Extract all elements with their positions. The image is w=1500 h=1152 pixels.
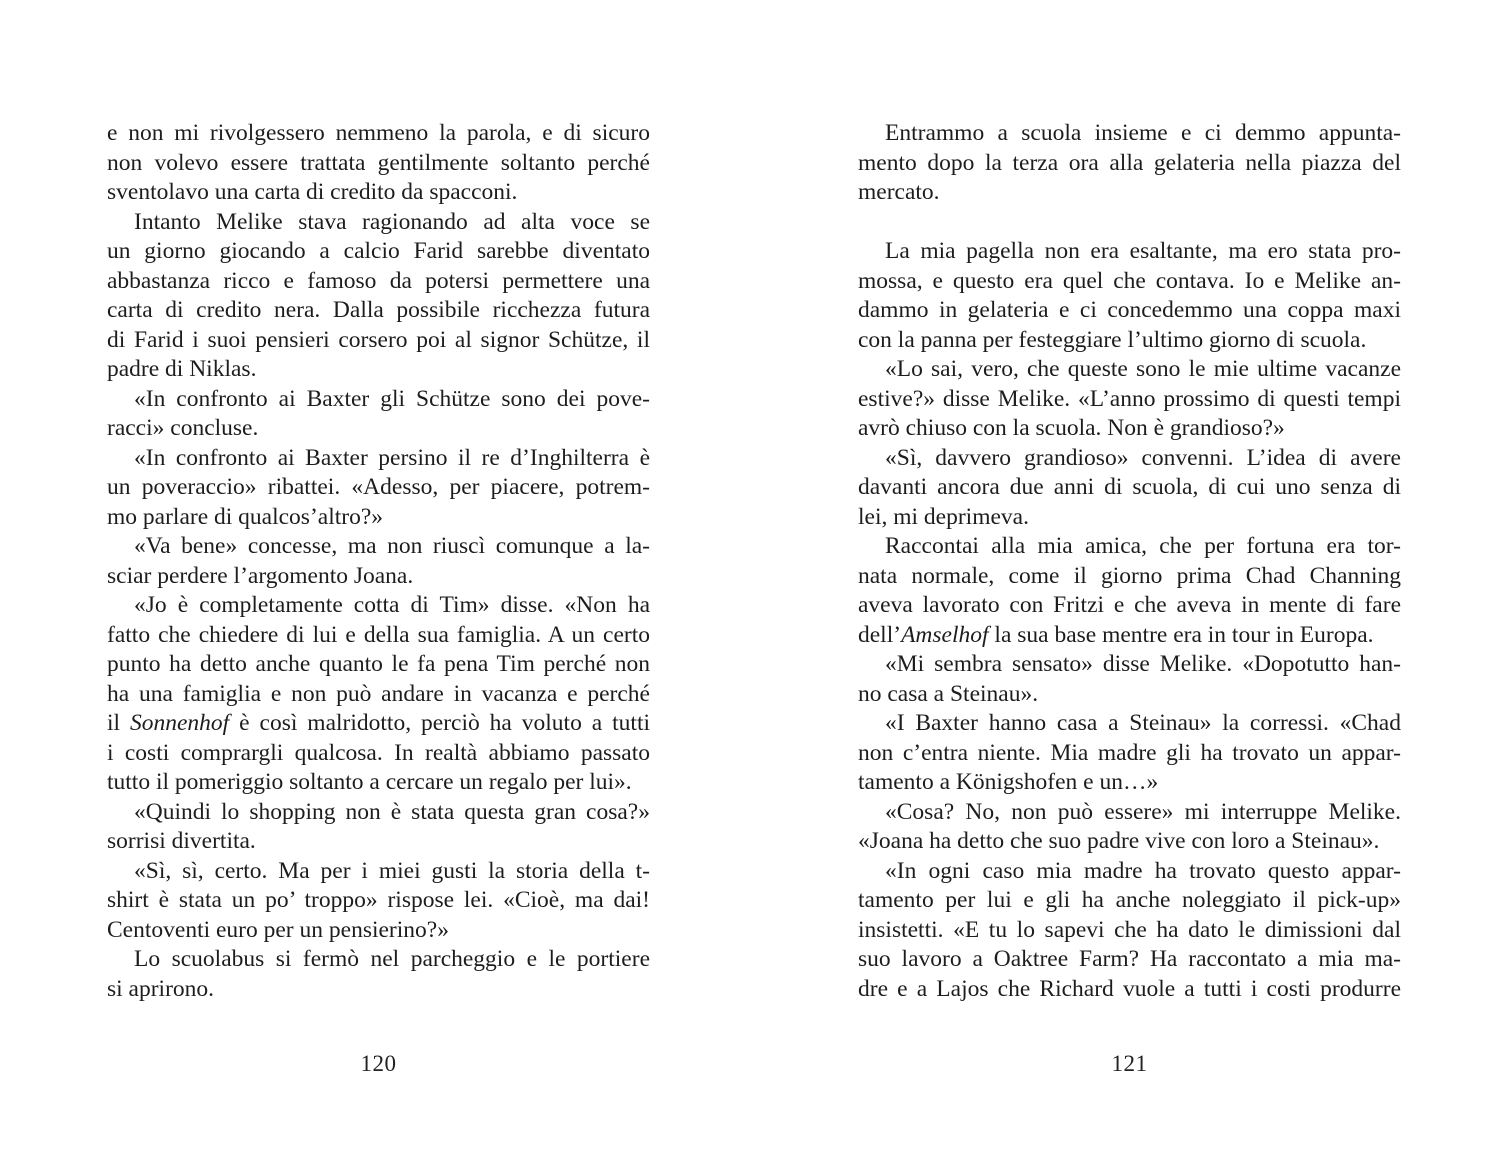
text-line: «Joana ha detto che suo padre vive con loro a Steinau». xyxy=(858,828,1380,854)
text-line: Centoventi euro per un pensierino?» xyxy=(107,916,449,943)
text-line: di Farid i suoi pensieri corsero poi al signor Schütze, il xyxy=(107,326,650,353)
text-line: aveva lavorato con Fritzi e che aveva in mente di fare xyxy=(858,592,1401,618)
paragraph xyxy=(107,119,650,208)
page-left xyxy=(107,119,650,1099)
text-line: insistetti. «E tu lo sapevi che ha dato le dimissioni dal xyxy=(858,916,1401,943)
paragraph xyxy=(858,798,1401,857)
text-line: Intanto Melike stava ragionando ad alta voce se xyxy=(134,208,650,235)
text-line: «Jo è completamente cotta di Tim» disse. «Non ha xyxy=(134,592,650,618)
text-line: sorrisi divertita. xyxy=(107,828,256,854)
text-line: e non mi rivolgessero nemmeno la parola, e di sicuro xyxy=(107,120,650,146)
text-line: padre di Niklas. xyxy=(107,356,257,382)
text-line: «Sì, sì, certo. Ma per i miei gusti la storia della t- xyxy=(134,857,650,884)
text-line: un giorno giocando a calcio Farid sarebbe diventato xyxy=(107,238,650,264)
paragraph xyxy=(858,650,1401,709)
text-line: racci» concluse. xyxy=(107,415,259,441)
text-line: «Sì, davvero grandioso» convenni. L’idea di avere xyxy=(885,444,1401,471)
text-line: sventolavo una carta di credito da spacconi. xyxy=(107,179,518,205)
text-line: nata normale, come il giorno prima Chad Channing xyxy=(858,562,1401,589)
text-line: Lo scuolabus si fermò nel parcheggio e le portiere xyxy=(134,946,650,972)
text-line: mossa, e questo era quel che contava. Io e Melike an- xyxy=(858,267,1401,294)
text-line: tamento per lui e gli ha anche noleggiato il pick-up» xyxy=(858,887,1401,913)
paragraph xyxy=(858,119,1401,208)
text-line: «Lo sai, vero, che queste sono le mie ultime vacanze xyxy=(885,356,1401,382)
text-line: «Va bene» concesse, ma non riuscì comunque a la- xyxy=(134,533,650,559)
paragraph xyxy=(107,798,650,857)
text-line: ha una famiglia e non può andare in vacanza e perché xyxy=(107,680,650,707)
paragraph xyxy=(107,857,650,946)
page-right xyxy=(858,119,1401,1099)
text-line: Raccontai alla mia amica, che per fortuna era tor- xyxy=(885,533,1401,559)
paragraph xyxy=(858,532,1401,650)
paragraph xyxy=(107,444,650,533)
text-line: tamento a Königshofen e un…» xyxy=(858,769,1159,795)
text-line: estive?» disse Melike. «L’anno prossimo di questi tempi xyxy=(858,385,1401,412)
text-line: «Quindi lo shopping non è stata questa gran cosa?» xyxy=(134,798,650,825)
italic-text: Sonnenhof xyxy=(130,710,230,736)
text-line: dre e a Lajos che Richard vuole a tutti i costi produrre xyxy=(858,975,1401,1002)
paragraph xyxy=(107,385,650,444)
text-line: avrò chiuso con la scuola. Non è grandioso?» xyxy=(858,415,1285,441)
italic-text: Amselhof xyxy=(901,621,989,648)
text-line: un poveraccio» ribattei. «Adesso, per piacere, potrem- xyxy=(107,474,650,500)
text-line: «Mi sembra sensato» disse Melike. «Dopotutto han- xyxy=(885,651,1401,677)
paragraph xyxy=(858,444,1401,533)
page-number-left: 120 xyxy=(360,1051,397,1076)
text-line: fatto che chiedere di lui e della sua famiglia. A un certo xyxy=(107,621,650,648)
text-block xyxy=(858,119,1401,1004)
text-line: shirt è stata un po’ troppo» rispose lei. «Cioè, ma dai! xyxy=(107,887,650,913)
text-line: «I Baxter hanno casa a Steinau» la corressi. «Chad xyxy=(885,710,1401,736)
text-line: non volevo essere trattata gentilmente soltanto perché xyxy=(107,149,650,176)
paragraph xyxy=(107,591,650,798)
paragraph xyxy=(858,237,1401,355)
paragraph xyxy=(858,355,1401,444)
text-line: mento dopo la terza ora alla gelateria nella piazza del xyxy=(858,149,1401,176)
text-line: mo parlare di qualcos’altro?» xyxy=(107,503,384,530)
text-line: davanti ancora due anni di scuola, di cui uno senza di xyxy=(858,474,1401,500)
text-line: «In confronto ai Baxter gli Schütze sono dei pove- xyxy=(134,385,650,412)
text-block xyxy=(107,119,650,1004)
text-line: tutto il pomeriggio soltanto a cercare un regalo per lui». xyxy=(107,769,632,795)
text-line: dammo in gelateria e ci concedemmo una coppa maxi xyxy=(858,297,1401,323)
text-line: si aprirono. xyxy=(107,975,215,1002)
text-line: lei, mi deprimeva. xyxy=(858,503,1029,530)
text-line: suo lavoro a Oaktree Farm? Ha raccontato a mia ma- xyxy=(858,946,1401,972)
paragraph xyxy=(107,532,650,591)
text-line: carta di credito nera. Dalla possibile ricchezza futura xyxy=(107,297,650,323)
text-line: mercato. xyxy=(858,179,940,205)
text-line: dell’Amselhof la sua base mentre era in tour in Europa. xyxy=(858,621,1374,648)
text-line: il Sonnenhof è così malridotto, perciò ha voluto a tutti xyxy=(107,710,651,736)
text-line: «In confronto ai Baxter persino il re d’Inghilterra è xyxy=(134,444,650,471)
text-line: abbastanza ricco e famoso da potersi permettere una xyxy=(107,267,650,294)
text-line: «Cosa? No, non può essere» mi interruppe Melike. xyxy=(885,798,1401,825)
text-line: «In ogni caso mia madre ha trovato questo appar- xyxy=(885,857,1401,884)
paragraph xyxy=(858,857,1401,1005)
text-line: La mia pagella non era esaltante, ma ero stata pro- xyxy=(885,238,1401,264)
text-line: no casa a Steinau». xyxy=(858,680,1039,707)
paragraph xyxy=(107,945,650,1004)
page-number-right: 121 xyxy=(1111,1051,1148,1076)
paragraph xyxy=(107,208,650,385)
text-line: con la panna per festeggiare l’ultimo giorno di scuola. xyxy=(858,326,1367,353)
text-line: i costi comprargli qualcosa. In realtà abbiamo passato xyxy=(107,739,650,766)
text-line: non c’entra niente. Mia madre gli ha trovato un appar- xyxy=(858,739,1401,766)
text-line: punto ha detto anche quanto le fa pena Tim perché non xyxy=(107,651,650,677)
text-line: sciar perdere l’argomento Joana. xyxy=(107,562,414,589)
text-line: Entrammo a scuola insieme e ci demmo appunta- xyxy=(885,120,1401,146)
paragraph xyxy=(858,709,1401,798)
